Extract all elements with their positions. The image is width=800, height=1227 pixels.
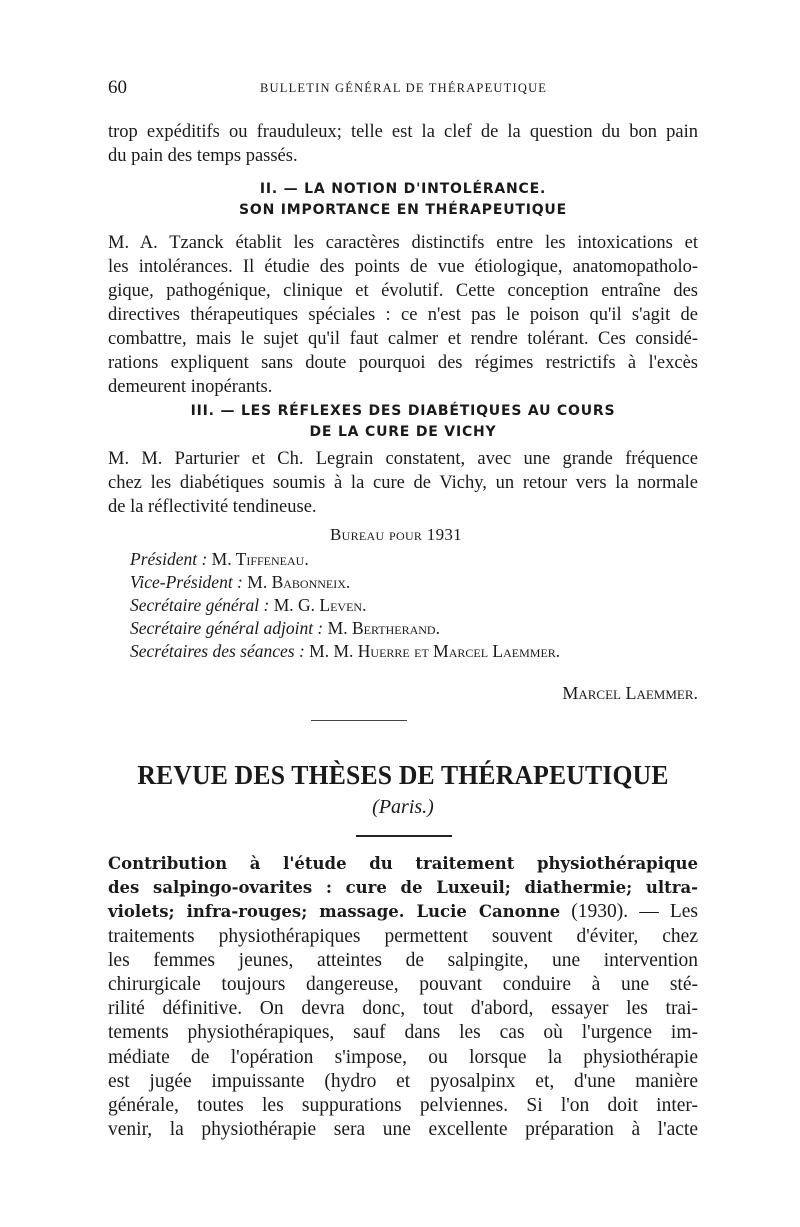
officer-name: M. M. Huerre et Marcel Laemmer. <box>309 641 561 661</box>
officer-line <box>130 640 560 663</box>
text-line: rations expliquent sans doute pourquoi des régimes restrictifs à l'excès <box>108 353 698 373</box>
text-line: médiate de l'opération s'impose, ou lorsque la physiothérapie <box>108 1046 698 1068</box>
text-line: de la réflectivité tendineuse. <box>108 497 317 517</box>
thesis-review <box>108 852 698 1142</box>
section-heading-intolerance <box>108 179 698 221</box>
officer-name: M. Babonneix. <box>247 572 351 592</box>
heading-line: SON IMPORTANCE EN THÉRAPEUTIQUE <box>239 202 567 218</box>
signature: Marcel Laemmer. <box>562 683 698 703</box>
heading-line: III. — LES RÉFLEXES DES DIABÉTIQUES AU COURS <box>190 403 616 419</box>
thesis-title-line: des salpingo-ovarites : cure de Luxeuil; diathermie; ultra- <box>108 878 698 898</box>
intro-paragraph <box>108 120 698 168</box>
officer-name: M. Bertherand. <box>327 618 440 638</box>
officer-line <box>130 594 560 617</box>
text-line: traitements physiothérapiques permettent souvent d'éviter, chez <box>108 925 698 947</box>
text-line: chez les diabétiques soumis à la cure de Vichy, un retour vers la normale <box>108 473 698 493</box>
heading-line: DE LA CURE DE VICHY <box>309 424 497 440</box>
page-header <box>108 77 698 99</box>
text-line: demeurent inopérants. <box>108 377 273 397</box>
officer-role: Secrétaire général : <box>130 595 270 615</box>
thesis-year: (1930). — Les <box>571 901 698 923</box>
intolerance-paragraph <box>108 231 698 399</box>
revue-title: REVUE DES THÈSES DE THÉRAPEUTIQUE <box>137 760 669 790</box>
text-line: générale, toutes les suppurations pelviennes. Si l'on doit inter- <box>108 1095 698 1117</box>
running-title: BULLETIN GÉNÉRAL DE THÉRAPEUTIQUE <box>260 81 548 95</box>
text-line: les intolérances. Il étudie des points de vue étiologique, anatomopatholo- <box>108 257 698 277</box>
section-heading-reflexes <box>108 401 698 443</box>
officer-role: Vice-Président : <box>130 572 243 592</box>
revue-subtitle: (Paris.) <box>372 796 434 818</box>
text-line: gique, pathogénique, clinique et évolutif. Cette conception entraîne des <box>108 281 698 301</box>
thesis-title-line <box>108 900 698 924</box>
officers-list <box>130 548 560 663</box>
text-line: M. A. Tzanck établit les caractères distinctifs entre les intoxications et <box>108 233 698 253</box>
page-number: 60 <box>108 77 127 98</box>
reflexes-paragraph <box>108 447 698 519</box>
text-line: venir, la physiothérapie sera une excellente préparation à l'acte <box>108 1119 698 1141</box>
text-line: chirurgicale toujours dangereuse, pouvant conduire à une sté- <box>108 974 698 996</box>
thesis-title-line: Contribution à l'étude du traitement physiothérapique <box>108 854 698 873</box>
officer-role: Secrétaires des séances : <box>130 641 305 661</box>
thesis-title-end: violets; infra-rouges; massage. Lucie Canonne <box>108 902 561 922</box>
officer-line <box>130 617 560 640</box>
text-line: trop expéditifs ou frauduleux; telle est la clef de la question du bon pain <box>108 122 698 142</box>
officer-role: Président : <box>130 549 208 569</box>
heading-line: II. — LA NOTION D'INTOLÉRANCE. <box>259 181 547 197</box>
divider <box>311 720 407 721</box>
text-line: combattre, mais le sujet qu'il faut calmer et rendre tolérant. Ces considé- <box>108 329 698 349</box>
officer-line <box>130 548 560 571</box>
text-line: est jugée impuissante (hydro et pyosalpinx et, d'une manière <box>108 1070 698 1092</box>
officer-name: M. G. Leven. <box>273 595 367 615</box>
officer-role: Secrétaire général adjoint : <box>130 618 324 638</box>
divider <box>356 835 452 837</box>
text-line: M. M. Parturier et Ch. Legrain constatent, avec une grande fréquence <box>108 449 698 469</box>
officer-name: M. Tiffeneau. <box>211 549 309 569</box>
text-line: tements physiothérapiques, sauf dans les cas où l'urgence im- <box>108 1022 698 1044</box>
text-line: rilité définitive. On devra donc, tout d'abord, essayer les trai- <box>108 998 698 1020</box>
text-line: les femmes jeunes, atteintes de salpingite, une intervention <box>108 949 698 971</box>
text-line: du pain des temps passés. <box>108 146 298 166</box>
officer-line <box>130 571 560 594</box>
bureau-title: Bureau pour 1931 <box>330 525 462 544</box>
text-line: directives thérapeutiques spéciales : ce n'est pas le poison qu'il s'agit de <box>108 305 698 325</box>
